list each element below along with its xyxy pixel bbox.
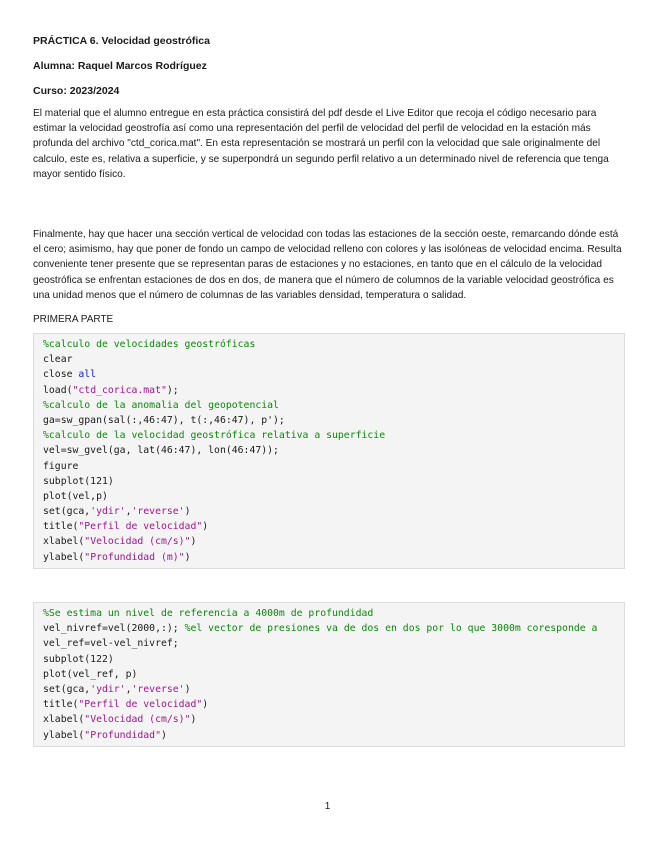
code-line [43, 352, 624, 367]
code-text: , [125, 506, 132, 518]
code-string: "Velocidad (cm/s)" [84, 536, 191, 548]
code-text: plot(vel,p) [43, 490, 108, 502]
code-text: title( [43, 521, 79, 533]
code-text: ga=sw_gpan(sal(:,46:47), t(:,46:47), p'); [43, 414, 285, 426]
code-text: set(gca, [43, 506, 91, 518]
code-line [43, 413, 624, 428]
code-text: ) [160, 729, 167, 741]
code-string: "Velocidad (cm/s)" [84, 714, 191, 726]
code-text: xlabel( [43, 536, 85, 548]
code-line [43, 728, 624, 743]
course-year: Curso: 2023/2024 [33, 85, 120, 97]
code-block-reference-level[interactable] [33, 602, 625, 747]
code-text: load( [43, 384, 73, 396]
section-label: PRIMERA PARTE [33, 314, 114, 325]
code-line [43, 383, 624, 398]
code-comment: %Se estima un nivel de referencia a 4000m de profundidad [43, 608, 374, 619]
code-text: , [125, 683, 132, 695]
code-line [43, 636, 624, 651]
code-line [43, 398, 624, 413]
code-line [43, 443, 624, 458]
code-line [43, 697, 624, 712]
code-text: ylabel( [43, 729, 85, 741]
code-string: "Profundidad (m)" [84, 551, 185, 563]
code-string: "Perfil de velocidad" [78, 521, 203, 533]
code-line [43, 621, 624, 636]
code-text: ) [202, 699, 209, 711]
code-text: ) [184, 551, 191, 563]
code-text: title( [43, 699, 79, 711]
code-string: 'reverse' [131, 683, 185, 695]
code-string: 'ydir' [90, 506, 126, 518]
code-text: subplot(122) [43, 653, 114, 665]
code-text: subplot(121) [43, 475, 114, 487]
code-text: vel=sw_gvel(ga, lat(46:47), lon(46:47)); [43, 445, 279, 457]
page-number: 1 [324, 801, 331, 812]
code-string: "Profundidad" [84, 729, 161, 741]
code-keyword: all [78, 369, 97, 381]
code-text: vel_ref=vel-vel_nivref; [43, 638, 179, 650]
code-line [43, 337, 624, 352]
instructions-paragraph: Finalmente, hay que hacer una sección vertical de velocidad con todas las estaciones de la sección oeste, remarcando dónde está el cero; asimismo, hay que poner de fondo un campo de velocidad relleno con colores y las isolóneas de velocidad encima. Resulta conveniente tener presente que se representan paras de estaciones y no estaciones, en tanto que en el cálculo de la velocidad geostrófica se enfrentan estaciones de dos en dos, de manera que el número de columnos de la variable velocidad geostrófica es una unidad menos que el número de columnas de las variables densidad, temperatura o salidad. [33, 229, 622, 301]
code-string: 'reverse' [131, 506, 185, 518]
code-line [43, 712, 624, 727]
code-text: ) [190, 714, 197, 726]
code-line [43, 489, 624, 504]
code-text: figure [43, 460, 79, 472]
code-text: set(gca, [43, 683, 91, 695]
code-line [43, 606, 624, 621]
code-block-part-one[interactable] [33, 333, 625, 569]
student-name: Alumna: Raquel Marcos Rodríguez [33, 60, 207, 72]
code-line [43, 428, 624, 443]
code-text: ) [184, 506, 191, 518]
code-line [43, 667, 624, 682]
code-comment: %calculo de la anomalia del geopotencial [43, 399, 279, 411]
code-line [43, 474, 624, 489]
code-line [43, 519, 624, 534]
code-line [43, 459, 624, 474]
code-comment: %el vector de presiones va de dos en dos por lo que 3000m coresponde a [184, 623, 598, 635]
code-text: ) [190, 536, 197, 548]
code-text: ) [184, 683, 191, 695]
code-text: plot(vel_ref, p) [43, 668, 138, 680]
code-string: "ctd_corica.mat" [72, 384, 167, 396]
code-text: ); [166, 384, 179, 396]
code-text: ylabel( [43, 551, 85, 563]
code-text: close [43, 369, 79, 381]
practice-title: PRÁCTICA 6. Velocidad geostrófica [33, 35, 210, 47]
code-line [43, 504, 624, 519]
code-string: "Perfil de velocidad" [78, 699, 203, 711]
code-text: clear [43, 354, 73, 366]
code-line [43, 682, 624, 697]
code-line [43, 534, 624, 549]
code-text: vel_nivref=vel(2000,:); [43, 623, 185, 635]
code-string: 'ydir' [90, 683, 126, 695]
code-text: xlabel( [43, 714, 85, 726]
code-text: ) [202, 521, 209, 533]
code-comment: %calculo de la velocidad geostrófica relativa a superficie [43, 430, 386, 442]
intro-paragraph: El material que el alumno entregue en esta práctica consistirá del pdf desde el Live Editor que recoja el código necesario para estimar la velocidad geostrofía así como una representación del perfil de velocidad del perfil de velocidad en la estación más profunda del archivo "ctd_corica.mat". En esta representación se mostrará un perfil con la velocidad que sale originalmente del calculo, este es, relativa a superficie, y se superpondrá un segundo perfil relativo a un determinado nivel de referencia que tenga mayor sentido físico. [33, 108, 609, 180]
code-line [43, 550, 624, 565]
code-line [43, 367, 624, 382]
code-comment: %calculo de velocidades geostróficas [43, 339, 256, 350]
code-line [43, 652, 624, 667]
